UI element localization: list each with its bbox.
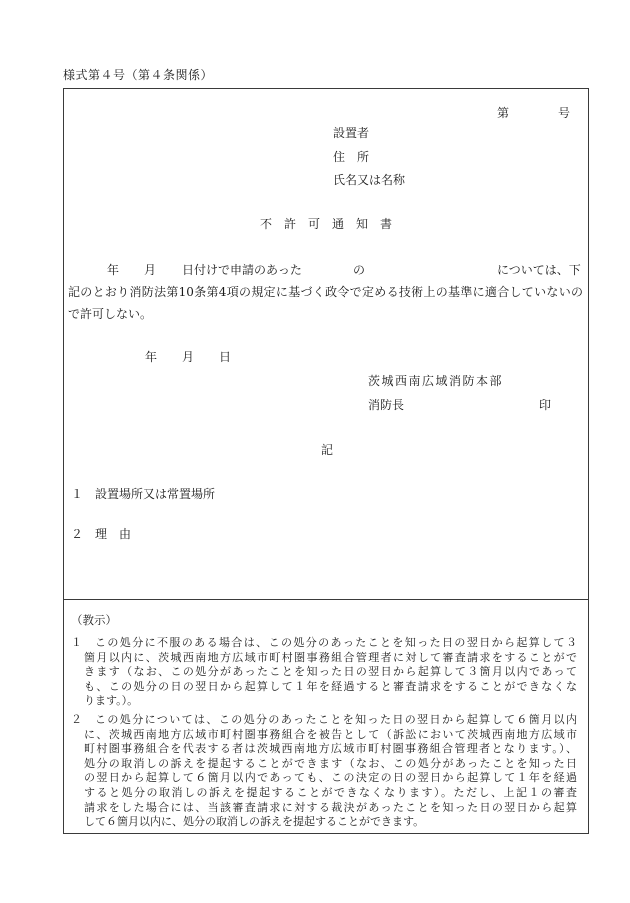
item-label: 理 由 — [95, 527, 132, 541]
body-no: の — [353, 263, 366, 277]
body-line: で許可しない。 — [68, 307, 153, 321]
instruction-line: この処分については、この処分のあったことを知った日の翌日から起算して６箇月以内 — [95, 713, 577, 726]
instruction-line: すると処分の取消しの訴えを提起することができなくなります）。ただし、上記１の審査 — [84, 785, 577, 799]
instruction-line: も、この処分の日の翌日から起算して１年を経過すると審査請求をすることができなくな — [84, 679, 577, 693]
instructions-heading: （教示） — [71, 613, 117, 627]
name-label: 氏名又は名称 — [333, 173, 406, 187]
body-year: 年 — [107, 263, 120, 277]
section-divider — [64, 599, 588, 600]
issuer-org: 茨城西南広域消防本部 — [368, 374, 504, 388]
instruction-line: この処分に不服のある場合は、この処分のあったことを知った日の翌日から起算して３ — [95, 636, 577, 649]
instruction-number: １ — [71, 636, 82, 649]
instruction-item — [71, 713, 577, 830]
notice-number-prefix: 第 — [497, 106, 510, 120]
body-line: 記のとおり消防法第10条第4項の規定に基づく政令で定める技術上の基準に適合していないの — [68, 285, 583, 299]
installer-label: 設置者 — [333, 126, 370, 140]
instruction-item — [71, 636, 577, 709]
item-number: ２ — [71, 527, 84, 541]
instruction-line: 箇月以内に、茨城西南地方広域市町村圏事務組合管理者に対して審査請求をすることがで — [84, 650, 577, 664]
body-month: 月 — [144, 263, 157, 277]
date-month: 月 — [182, 350, 195, 364]
instruction-line: 処分の取消しの訴えを提起することができます（なお、この処分があったことを知った日 — [84, 756, 577, 770]
address-label: 住 所 — [333, 150, 370, 164]
item-number: １ — [71, 487, 84, 501]
date-day: 日 — [219, 350, 232, 364]
issuer-title: 消防長 — [368, 398, 405, 412]
notice-title: 不 許 可 通 知 書 — [260, 217, 393, 231]
instruction-line: 請求をした場合には、当該審査請求に対する裁決があったことを知った日の翌日から起算 — [84, 800, 577, 814]
instruction-line: ります。）。 — [84, 694, 139, 708]
body-day-applied: 日付けで申請のあった — [182, 263, 302, 277]
instruction-line: きます（なお、この処分があったことを知った日の翌日から起算して３箇月以内であって — [84, 665, 577, 679]
instruction-line: に、茨城西南地方広域市町村圏事務組合を被告として（訴訟において茨城西南地方広域市 — [84, 727, 577, 741]
ki-heading: 記 — [321, 443, 334, 457]
item-label: 設置場所又は常置場所 — [95, 487, 216, 501]
instruction-line: の翌日から起算して６箇月以内であっても、この決定の日の翌日から起算して１年を経過 — [84, 771, 577, 785]
notice-number-suffix: 号 — [558, 106, 571, 120]
date-year: 年 — [145, 350, 158, 364]
seal-mark: 印 — [539, 398, 552, 412]
body-regarding: については、下 — [497, 263, 581, 277]
instruction-line: して６箇月以内に、処分の取消しの訴えを提起することができます。 — [84, 815, 425, 829]
form-number-label: 様式第４号（第４条関係） — [63, 68, 214, 82]
instruction-line: 町村圏事務組合を代表する者は茨城西南地方広域市町村圏事務組合管理者となります。）、 — [84, 742, 577, 756]
instruction-number: ２ — [71, 713, 82, 726]
